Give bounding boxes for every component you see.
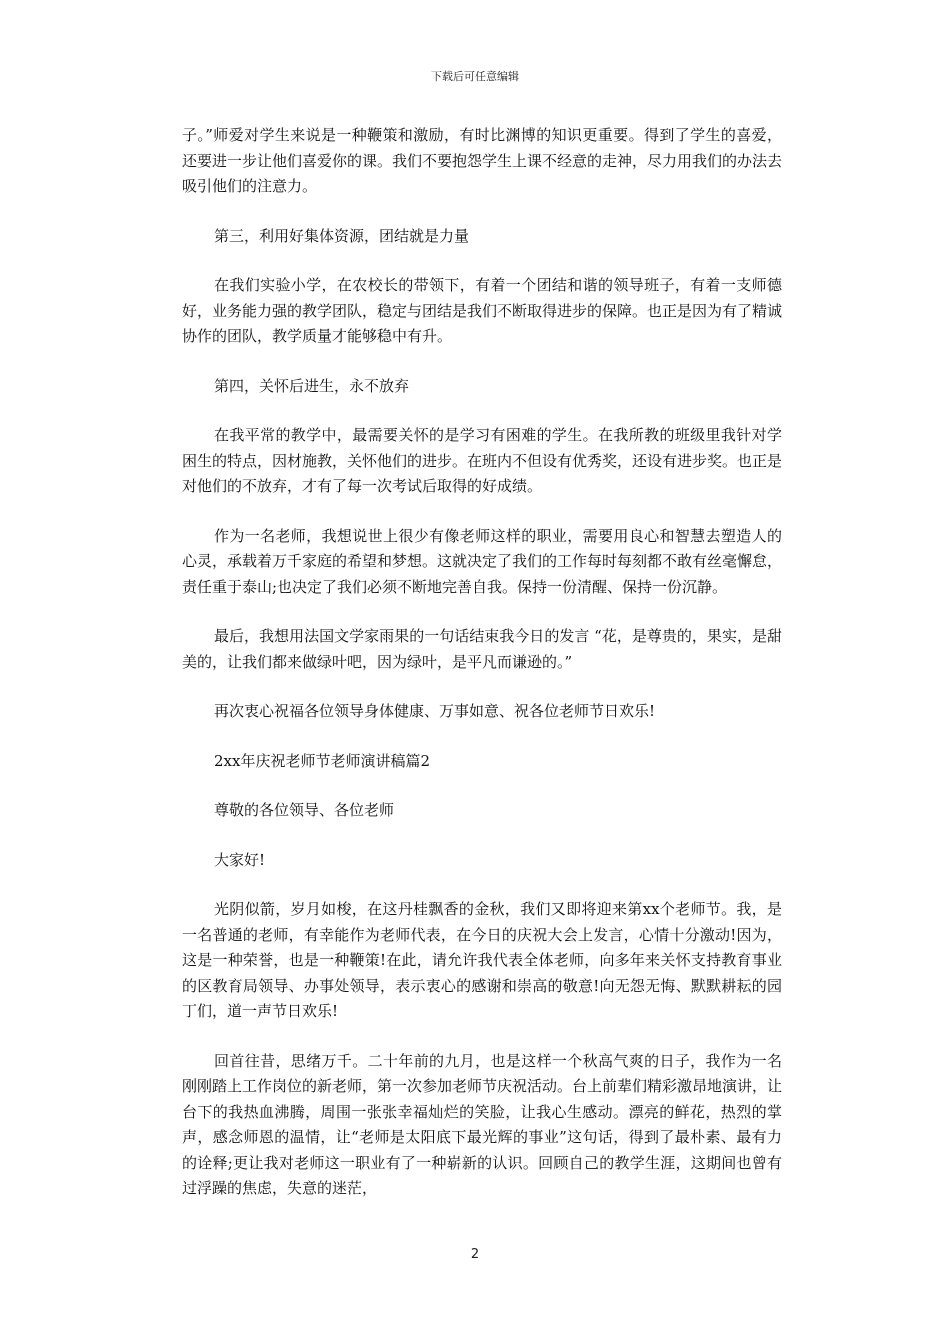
greeting: 大家好! — [214, 850, 266, 869]
paragraph: 再次衷心祝福各位领导身体健康、万事如意、祝各位老师节日欢乐! — [214, 702, 656, 720]
paragraph: 光阴似箭，岁月如梭，在这丹桂飘香的金秋，我们又即将迎来第xx个老师节。我，是一名普通的老师，有幸能作为老师代表，在今日的庆祝大会上发言，心情十分激动!因为，这是一种荣誉，也是一种鞭策!在此，请允许我代表全体老师，向多年来关怀支持教育事业的区教育局领导、办事处领导，表示衷心的感谢和崇高的敬意!向无怨无悔、默默耕耘的园丁们，道一声节日欢乐! — [182, 900, 782, 1020]
page-number: 2 — [470, 1247, 480, 1262]
paragraph: 作为一名老师，我想说世上很少有像老师这样的职业，需要用良心和智慧去塑造人的心灵，承载着万千家庭的希望和梦想。这就决定了我们的工作每时每刻都不敢有丝毫懈怠，责任重于泰山;也决定了我们必须不断地完善自我。保持一份清醒、保持一份沉静。 — [182, 526, 783, 596]
page-header: 下载后可任意编辑 — [431, 70, 519, 83]
paragraph: 在我们实验小学，在农校长的带领下，有着一个团结和谐的领导班子，有着一支师德好，业务能力强的教学团队，稳定与团结是我们不断取得进步的保障。也正是因为有了精诚协作的团队，教学质量才能够稳中有升。 — [182, 276, 783, 345]
salutation: 尊敬的各位领导、各位老师 — [214, 801, 395, 819]
speech-title: 2xx年庆祝老师节老师演讲稿篇2 — [214, 751, 431, 770]
paragraph: 回首往昔，思绪万千。二十年前的九月，也是这样一个秋高气爽的日子，我作为一名刚刚踏上工作岗位的新老师，第一次参加老师节庆祝活动。台上前辈们精彩激昂地演讲，让台下的我热血沸腾，周围一张张幸福灿烂的笑脸，让我心生感动。漂亮的鲜花，热烈的掌声，感念师恩的温情，让“老师是太阳底下最光辉的事业”这句话，得到了最朴素、最有力的诠释;更让我对老师这一职业有了一种崭新的认识。回顾自己的教学生涯，这期间也曾有过浮躁的焦虑，失意的迷茫， — [182, 1051, 783, 1197]
paragraph: 在我平常的教学中，最需要关怀的是学习有困难的学生。在我所教的班级里我针对学困生的特点，因材施教，关怀他们的进步。在班内不但设有优秀奖，还设有进步奖。也正是对他们的不放弃，才有了每一次考试后取得的好成绩。 — [182, 426, 783, 495]
section-heading: 第四，关怀后进生，永不放弃 — [214, 376, 410, 395]
paragraph: 子。”师爱对学生来说是一种鞭策和激励，有时比渊博的知识更重要。得到了学生的喜爱，还要进一步让他们喜爱你的课。我们不要抱怨学生上课不经意的走神，尽力用我们的办法去吸引他们的注意力。 — [182, 126, 783, 195]
document-body — [182, 123, 782, 1226]
section-heading: 第三，利用好集体资源，团结就是力量 — [214, 226, 470, 245]
paragraph: 最后，我想用法国文学家雨果的一句话结束我今日的发言 “花，是尊贵的，果实，是甜美的，让我们都来做绿叶吧，因为绿叶，是平凡而谦逊的。” — [182, 627, 782, 671]
